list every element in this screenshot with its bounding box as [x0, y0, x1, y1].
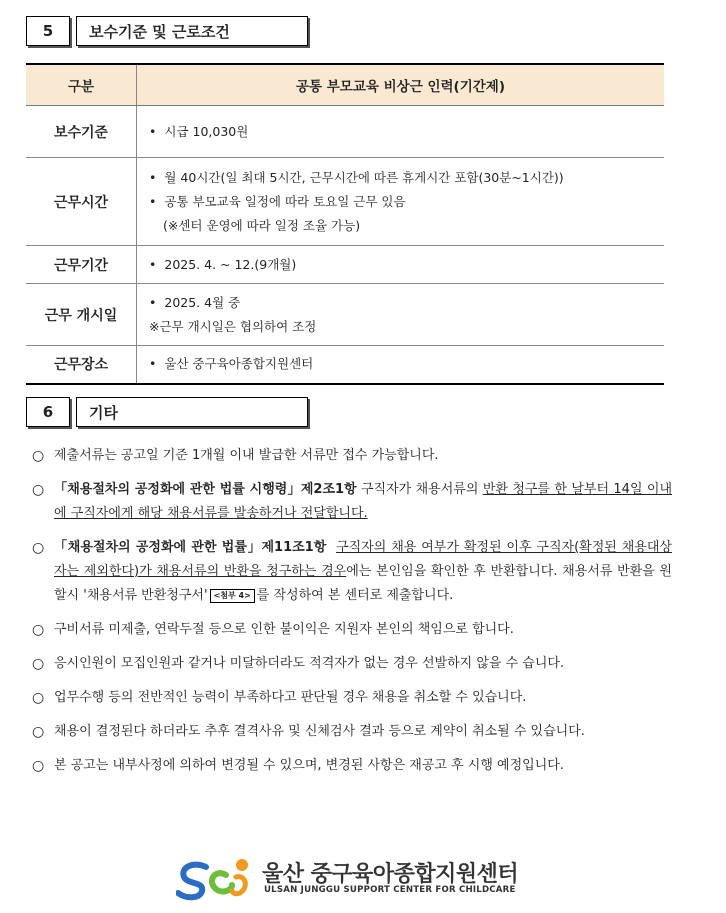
header-position: 공통 부모교육 비상근 인력(기간제): [137, 64, 665, 106]
item-text: 에는 본인임을 확인한 후 반환합니다. 채용서류 반환을 원할시 '채용서류 반환청구서': [54, 564, 672, 603]
item-text: 본 공고는 내부사정에 의하여 변경될 수 있으며, 변경된 사항은 재공고 후 시행 예정입니다.: [54, 758, 564, 773]
circle-bullet-icon: ○: [32, 540, 45, 556]
list-item: [32, 478, 672, 526]
list-item: [32, 754, 672, 778]
period-text: • 2025. 4. ~ 12.(9개월): [149, 253, 652, 277]
work-conditions-table: [26, 63, 664, 385]
list-item: [32, 618, 672, 642]
circle-bullet-icon: ○: [32, 690, 45, 706]
logo-korean-name: 울산 중구육아종합지원센터: [262, 862, 519, 887]
table-row: [26, 246, 664, 284]
item-text: 제출서류는 공고일 기준 1개월 이내 발급한 서류만 접수 가능합니다.: [54, 448, 439, 463]
list-item: [32, 536, 672, 608]
wage-text: • 시급 10,030원: [149, 120, 652, 144]
row-label: 근무시간: [26, 158, 137, 246]
item-text: 응시인원이 모집인원과 같거나 미달하더라도 적격자가 없는 경우 선발하지 않을 수 습니다.: [54, 656, 565, 671]
table-row: [26, 158, 664, 246]
section-5-header: [26, 16, 308, 48]
circle-bullet-icon: ○: [32, 724, 45, 740]
row-value: [137, 346, 665, 384]
law-reference: 「채용절차의 공정화에 관한 법률」제11조1항: [54, 540, 327, 555]
circle-bullet-icon: ○: [32, 482, 45, 498]
row-value: [137, 106, 665, 158]
notice-list: [32, 444, 672, 788]
list-item: [32, 686, 672, 710]
row-label: 보수기준: [26, 106, 137, 158]
section-title: 보수기준 및 근로조건: [76, 16, 308, 46]
row-value: [137, 158, 665, 246]
list-item: [32, 652, 672, 676]
hours-line-2: • 공통 부모교육 일정에 따라 토요일 근무 있음: [149, 190, 652, 214]
circle-bullet-icon: ○: [32, 622, 45, 638]
item-text: 구비서류 미제출, 연락두절 등으로 인한 불이익은 지원자 본인의 책임으로 합니다.: [54, 622, 514, 637]
section-title: 기타: [76, 397, 308, 427]
section-number: 5: [26, 16, 70, 46]
item-text: 채용이 결정된다 하더라도 추후 결격사유 및 신체검사 결과 등으로 계약이 취소될 수 있습니다.: [54, 724, 585, 739]
item-text: 를 작성하여 본 센터로 제출합니다.: [256, 588, 454, 603]
row-label: 근무 개시일: [26, 284, 137, 346]
list-item: [32, 720, 672, 744]
row-label: 근무기간: [26, 246, 137, 284]
logo-mark-icon: [176, 855, 256, 903]
list-item: [32, 444, 672, 468]
law-reference: 「채용절차의 공정화에 관한 법률 시행령」제2조1항: [54, 482, 357, 497]
logo-english-name: ULSAN JUNGGU SUPPORT CENTER FOR CHILDCARE: [264, 885, 516, 895]
row-value: [137, 246, 665, 284]
table-header-row: [26, 64, 664, 106]
attachment-tag: <첨부 4>: [210, 589, 255, 603]
section-6-header: [26, 397, 308, 429]
start-date-text: • 2025. 4월 중: [149, 291, 652, 315]
item-text: 구직자가 채용서류의: [356, 482, 483, 497]
start-date-note: ※근무 개시일은 협의하여 조정: [149, 318, 317, 334]
circle-bullet-icon: ○: [32, 656, 45, 672]
location-text: • 울산 중구육아종합지원센터: [149, 352, 652, 376]
row-label: 근무장소: [26, 346, 137, 384]
table-row: [26, 284, 664, 346]
header-category: 구분: [26, 64, 137, 106]
section-number: 6: [26, 397, 70, 427]
circle-bullet-icon: ○: [32, 448, 45, 464]
item-underlined-text: 반환 청구를 한 날부터 14일 이내에 구직자에게 해당 채용서류를 발송하거나 전달합니다.: [54, 482, 673, 521]
table-row: [26, 106, 664, 158]
hours-line-1: • 월 40시간(일 최대 5시간, 근무시간에 따른 휴게시간 포함(30분~1시간)): [149, 166, 652, 190]
item-text: 업무수행 등의 전반적인 능력이 부족하다고 판단될 경우 채용을 취소할 수 있습니다.: [54, 690, 527, 705]
hours-line-3: (※센터 운영에 따라 일정 조율 가능): [163, 217, 361, 233]
circle-bullet-icon: ○: [32, 758, 45, 774]
center-logo: [176, 855, 526, 903]
table-row: [26, 346, 664, 384]
item-underlined-text: 구직자의 채용 여부가 확정된 이후 구직자(확정된 채용대상자는 제외한다)가 채용서류의 반환을 청구하는 경우: [54, 540, 672, 579]
row-value: [137, 284, 665, 346]
